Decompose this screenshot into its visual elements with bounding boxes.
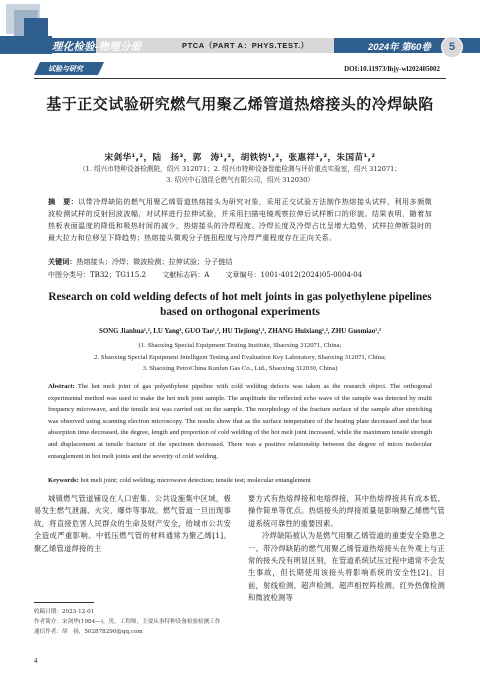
- footnote-rule: [34, 602, 94, 603]
- abstract-chinese: [48, 196, 432, 244]
- classification-row: [48, 270, 376, 280]
- header-rule: [34, 78, 446, 79]
- affiliation-line: 3. Shaoxing PetroChina Kunlun Gas Co., Ltd., Shaoxing 312030, China): [142, 365, 338, 372]
- journal-header: [0, 0, 480, 58]
- clc-number: 中图分类号：TB32；TG115.2: [48, 271, 147, 279]
- abstract-label: 摘 要：: [48, 197, 79, 206]
- affiliation-line: 3. 绍兴中石油昆仑燃气有限公司，绍兴 312030）: [166, 175, 314, 184]
- keywords-label: Keywords:: [48, 477, 79, 484]
- journal-name: PTCA（PART A：PHYS.TEST.）: [182, 41, 309, 50]
- footnote-received: 收稿日期：2023-12-01: [34, 609, 95, 615]
- keywords-text: hot melt joint; cold welding; microwave detection; tensile test; molecular entanglement: [80, 477, 311, 484]
- keywords-english: [48, 477, 432, 484]
- title-chinese: 基于正交试验研究燃气用聚乙烯管道热熔接头的冷焊缺陷: [46, 95, 434, 113]
- page-number: 4: [34, 657, 38, 665]
- footnote-corresponding: 通信作者：胡 扬，502878290@qq.com: [34, 629, 143, 635]
- footnote-author: 作者简介：宋剑华(1984—)，男，工程师，主要从事特种设备检验检测工作: [34, 619, 221, 625]
- section-label: 试验与研究: [48, 65, 83, 73]
- authors-chinese: 宋剑华¹,²，陆 扬³，郭 涛¹,²，胡铁钧¹,²，张惠祥¹,²，朱国苗¹,²: [104, 153, 376, 163]
- footnotes: [34, 607, 231, 637]
- abstract-text: 以带冷焊缺陷的燃气用聚乙烯管道热熔接头为研究对象，采用正交试验方法制作热熔接头试样，利用多频微波检测试样的反射回波波幅，对试样进行拉伸试验，并采用扫描电镜观察拉伸后试样断口的形貌。结果表明，随着加热板表面温度的降低和吸热时间的减少，热熔接头的冷焊程度、冷焊长度及冷焊占比呈增大趋势，试样拉伸断裂时的最大拉力和位移呈下降趋势；热熔接头微观分子链扭程度与冷焊严重程度存在正向关系。: [48, 197, 432, 242]
- affiliation-line: (1. Shaoxing Special Equipment Testing Institute, Shaoxing 312071, China;: [138, 342, 342, 349]
- title-english: Research on cold welding defects of hot melt joints in gas polyethylene pipelines based on orthogonal experiments: [48, 291, 432, 318]
- keywords-chinese: [48, 257, 432, 267]
- issue-badge: 5: [441, 36, 463, 58]
- affiliations-chinese: [34, 164, 446, 185]
- authors-english: SONG Jianhua¹,², LU Yang³, GUO Tao¹,², HU Tiejiong¹,², ZHANG Huixiang¹,², ZHU Guomiao¹,²: [98, 328, 381, 335]
- affiliation-line: （1. 绍兴市特种设备检测院，绍兴 312071；2. 绍兴市特种设备智能检测与评价重点实验室，绍兴 312071；: [79, 165, 401, 173]
- year-volume: 2024年 第60卷: [368, 42, 431, 53]
- keywords-label: 关键词：: [48, 257, 77, 266]
- abstract-text: The hot melt joint of gas polyethylene pipeline with cold welding defects was taken as the research object. The orthogonal experimental method was used to make the hot melt joint sample. The amplitude the reflected echo wave of the sample was detected by multi frequency microwave, and the tensile test was carried out on the sample. The morphology of the fracture surface of the sample after stretching was observed using scanning electron microscopy. The results show that as the surface temperature of the heating plate decreased and the heat absorption time decreased, the degree, length and proportion of cold welding of the hot melt joint increased, while the maximum tensile strength and displacement at tensile fracture of the specimen decreased. There was a positive relationship between the degree of micro molecular entanglement in hot melt joints and the severity of cold welding.: [48, 383, 433, 460]
- body-paragraph: 要方式有热熔焊接和电熔焊接，其中热熔焊接具有成本低、操作简单等优点。热熔接头的焊接质量是影响聚乙烯燃气管道系统可靠性的重要因素。: [248, 494, 445, 528]
- journal-logo-text: 理化检验-物理分册: [52, 41, 142, 53]
- abstract-english: [48, 381, 432, 462]
- doi: DOI:10.11973/lhjy-wl202405002: [344, 65, 440, 73]
- affiliation-line: 2. Shaoxing Special Equipment Intelligent Testing and Evaluation Key Laboratory, Shaoxing 312071, China;: [94, 353, 386, 361]
- affiliations-english: [34, 340, 446, 375]
- abstract-label: Abstract:: [48, 383, 75, 390]
- document-code: 文献标志码：A: [162, 271, 210, 279]
- article-number: 文章编号：1001-4012(2024)05-0004-04: [225, 271, 363, 279]
- keywords-text: 热熔接头；冷焊；微波检测；拉伸试验；分子链结: [76, 257, 233, 266]
- body-paragraph: 冷焊缺陷被认为是燃气用聚乙烯管道的重要安全隐患之一。带冷焊缺陷的燃气用聚乙烯管道热熔接头在外观上与正常的接头没有明显区别，在管道系统试压过程中通常不会发生事故，但长期使用该接头将影响系统的安全性[2]。目前，射线检测、超声检测、超声相控阵检测、红外热像检测和微波检测等: [248, 531, 445, 603]
- body-column-right: [248, 493, 445, 605]
- body-paragraph: 城镇燃气管道铺设在人口密集、公共设施集中区域，极易发生燃气泄漏、火灾、爆炸等事故。燃气管道一旦出现事故，将直接危害人民群众的生命及财产安全，给城市公共安全造成严重影响。中低压燃气管的材料通常为聚乙烯[1]。聚乙烯管道焊接的主: [34, 494, 231, 553]
- body-column-left: [34, 493, 231, 555]
